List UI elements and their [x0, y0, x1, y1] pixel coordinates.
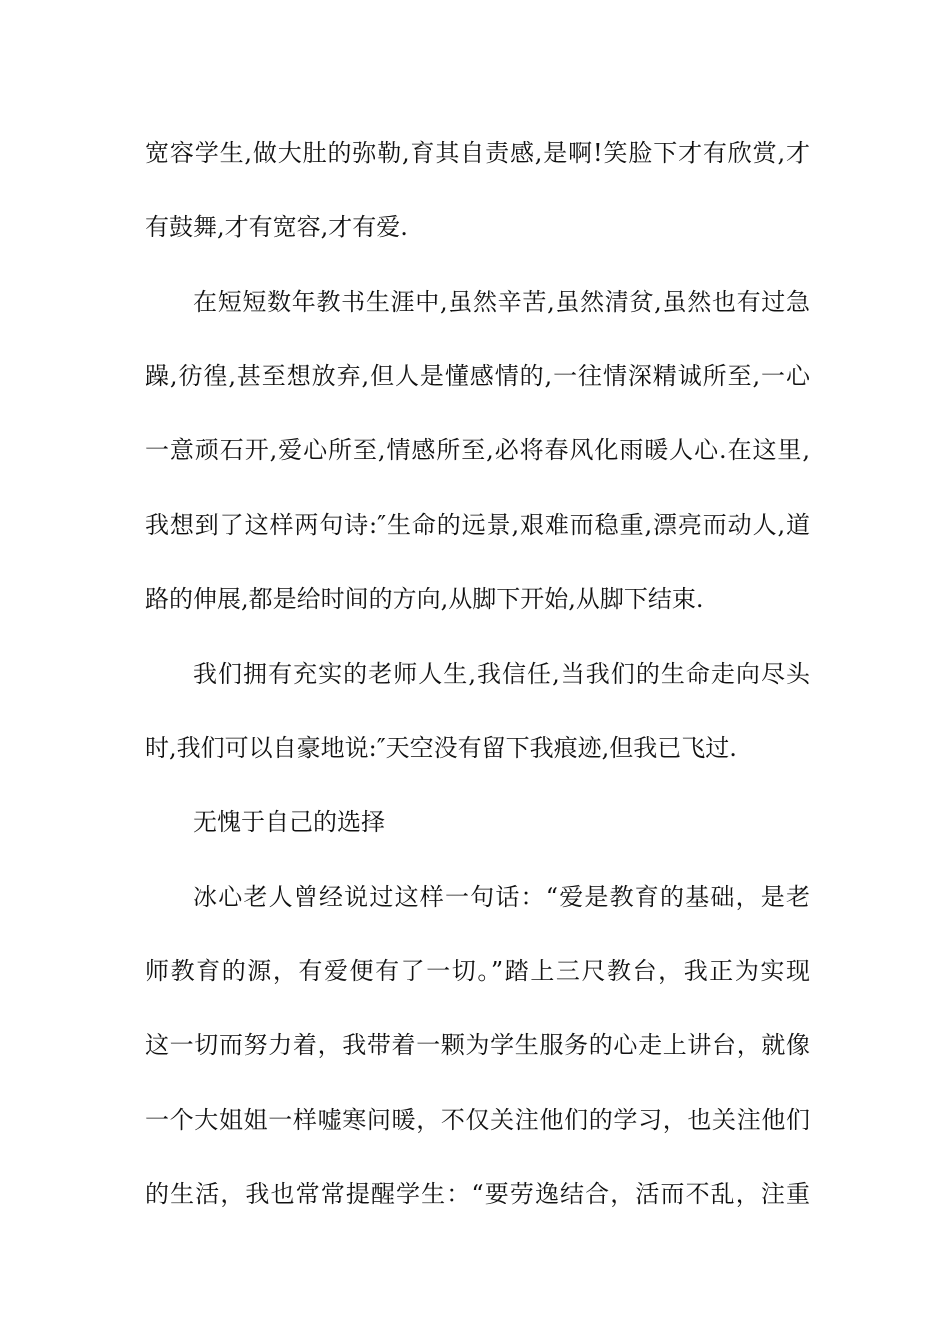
text-line-4: 躁,彷徨,甚至想放弃,但人是懂感情的,一往情深精诚所至,一心 [145, 362, 810, 390]
section-heading: 无愧于自己的选择 [193, 808, 385, 836]
text-line-1: 宽容学生,做大肚的弥勒,育其自责感,是啊!笑脸下才有欣赏,才 [145, 139, 810, 167]
text-line-3: 在短短数年教书生涯中,虽然辛苦,虽然清贫,虽然也有过急 [193, 288, 810, 316]
text-line-7: 路的伸展,都是给时间的方向,从脚下开始,从脚下结束. [145, 585, 704, 613]
text-line-6: 我想到了这样两句诗:″生命的远景,艰难而稳重,漂亮而动人,道 [145, 511, 810, 539]
text-line-14: 一个大姐姐一样嘘寒问暖，不仅关注他们的学习，也关注他们 [145, 1106, 810, 1134]
text-line-9: 时,我们可以自豪地说:″天空没有留下我痕迹,但我已飞过. [145, 734, 737, 762]
text-line-5: 一意顽石开,爱心所至,情感所至,必将春风化雨暖人心.在这里, [145, 436, 810, 464]
text-line-8: 我们拥有充实的老师人生,我信任,当我们的生命走向尽头 [193, 660, 810, 688]
text-line-11: 冰心老人曾经说过这样一句话：“爱是教育的基础，是老 [193, 883, 810, 911]
text-line-12: 师教育的源，有爱便有了一切。”踏上三尺教台，我正为实现 [145, 957, 810, 985]
text-line-13: 这一切而努力着，我带着一颗为学生服务的心走上讲台，就像 [145, 1031, 810, 1059]
text-line-2: 有鼓舞,才有宽容,才有爱. [145, 213, 408, 241]
text-line-15: 的生活，我也常常提醒学生：“要劳逸结合，活而不乱，注重 [145, 1180, 810, 1208]
